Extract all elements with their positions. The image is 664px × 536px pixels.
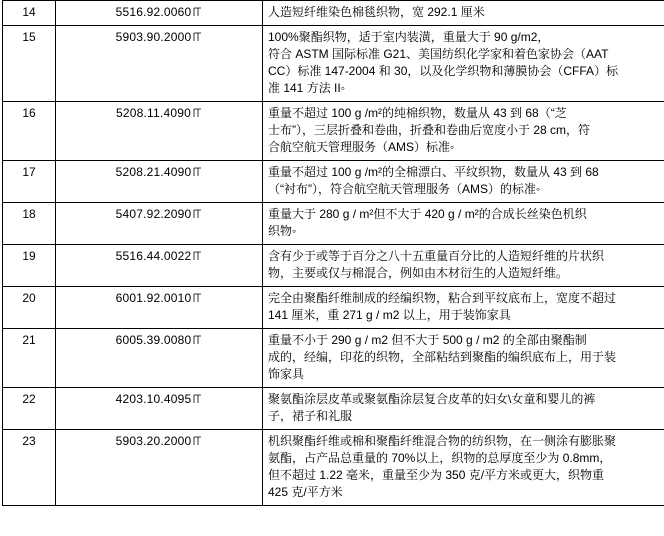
row-number-cell — [3, 1, 56, 26]
description-cell — [263, 1, 664, 26]
row-number: 22 — [22, 392, 36, 406]
row-number: 16 — [22, 106, 36, 120]
description-line: 子，裙子和礼服 — [268, 409, 353, 423]
row-number: 17 — [22, 165, 36, 179]
paragraph-mark-icon — [193, 335, 202, 345]
row-number-cell — [3, 287, 56, 329]
description-line: 141 厘米，重 271 g / m2 以上，用于装饰家具 — [268, 308, 511, 322]
paragraph-mark-icon — [193, 7, 202, 17]
description-line: 机织聚酯纤维或棉和聚酯纤维混合物的纺织物，在一侧涂有膨胀聚 — [268, 434, 617, 448]
row-number: 18 — [22, 207, 36, 221]
table-row — [3, 1, 664, 26]
description-cell — [263, 161, 664, 203]
row-number-cell — [3, 329, 56, 388]
table-row — [3, 26, 664, 102]
description-line: 物，主要或仅与棉混合，例如由木材衍生的人造短纤维。 — [268, 266, 569, 280]
description-line: （“衬布”），符合航空航天管理服务（AMS）的标准◦ — [268, 182, 541, 196]
hts-code-cell — [56, 102, 263, 161]
description-line: 但不超过 1.22 毫米，重量至少为 350 克/平方米或更大，织物重 — [268, 468, 605, 482]
row-number-cell — [3, 26, 56, 102]
hts-code: 5903.90.2000 — [115, 30, 192, 44]
description-line: 完全由聚酯纤维制成的经编织物，粘合到平纹底布上，宽度不超过 — [268, 291, 617, 305]
description-line: 含有少于或等于百分之八十五重量百分比的人造短纤维的片状织 — [268, 249, 605, 263]
row-number-cell — [3, 203, 56, 245]
hts-code: 5903.20.2000 — [115, 434, 192, 448]
hts-code-cell — [56, 203, 263, 245]
table-row — [3, 245, 664, 287]
hts-code-cell — [56, 26, 263, 102]
table-row — [3, 203, 664, 245]
row-number-cell — [3, 161, 56, 203]
description-cell — [263, 329, 664, 388]
description-line: 重量大于 280 g / m²但不大于 420 g / m²的合成长丝染色机织 — [268, 207, 587, 221]
description-line: 氨酯，占产品总重量的 70%以上，织物的总厚度至少为 0.8mm， — [268, 451, 612, 465]
paragraph-mark-icon — [193, 293, 202, 303]
description-cell — [263, 102, 664, 161]
paragraph-mark-icon — [193, 108, 202, 118]
hts-code-cell — [56, 388, 263, 430]
table-row — [3, 329, 664, 388]
tariff-table — [2, 0, 664, 506]
description-line: 士布”），三层折叠和卷曲，折叠和卷曲后宽度小于 28 cm，符 — [268, 123, 591, 137]
hts-code: 4203.10.4095 — [115, 392, 192, 406]
description-cell — [263, 26, 664, 102]
description-line: 100%聚酯织物，适于室内装潢，重量大于 90 g/m2， — [268, 30, 550, 44]
description-cell — [263, 245, 664, 287]
description-cell — [263, 388, 664, 430]
table-row — [3, 102, 664, 161]
hts-code: 5516.44.0022 — [115, 249, 192, 263]
description-line: 成的，经编，印花的织物，全部粘结到聚酯的编织底布上，用于装 — [268, 350, 617, 364]
description-line: 重量不小于 290 g / m2 但不大于 500 g / m2 的全部由聚酯制 — [268, 333, 587, 347]
description-line: CC）标准 147-2004 和 30，以及化学织物和薄膜协会（CFFA）标 — [268, 64, 619, 78]
hts-code-cell — [56, 1, 263, 26]
table-row — [3, 430, 664, 506]
description-cell — [263, 287, 664, 329]
hts-code: 5208.11.4090 — [116, 106, 191, 120]
description-line: 425 克/平方米 — [268, 485, 343, 499]
description-line: 重量不超过 100 g /m²的全棉漂白、平纹织物，数量从 43 到 68 — [268, 165, 599, 179]
hts-code-cell — [56, 161, 263, 203]
hts-code: 5208.21.4090 — [115, 165, 192, 179]
description-line: 合航空航天管理服务（AMS）标准◦ — [268, 140, 455, 154]
row-number: 21 — [22, 333, 36, 347]
row-number-cell — [3, 388, 56, 430]
hts-code-cell — [56, 329, 263, 388]
description-cell — [263, 430, 664, 506]
hts-code: 5516.92.0060 — [115, 5, 192, 19]
row-number: 19 — [22, 249, 36, 263]
row-number: 15 — [22, 30, 36, 44]
row-number: 23 — [22, 434, 36, 448]
description-line: 符合 ASTM 国际标准 G21、美国纺织化学家和着色家协会（AAT — [268, 47, 609, 61]
description-line: 准 141 方法 II◦ — [268, 81, 345, 95]
row-number: 20 — [22, 291, 36, 305]
hts-code-cell — [56, 287, 263, 329]
description-line: 饰家具 — [268, 367, 305, 381]
hts-code-cell — [56, 430, 263, 506]
row-number-cell — [3, 245, 56, 287]
row-number: 14 — [22, 5, 36, 19]
row-number-cell — [3, 102, 56, 161]
paragraph-mark-icon — [193, 209, 202, 219]
hts-code: 6005.39.0080 — [115, 333, 192, 347]
table-row — [3, 287, 664, 329]
description-line: 重量不超过 100 g /m²的纯棉织物，数量从 43 到 68（“芝 — [268, 106, 567, 120]
hts-code-cell — [56, 245, 263, 287]
description-line: 聚氨酯涂层皮革或聚氨酯涂层复合皮革的妇女\女童和婴儿的裤 — [268, 392, 596, 406]
paragraph-mark-icon — [193, 32, 202, 42]
hts-code: 6001.92.0010 — [115, 291, 192, 305]
hts-code: 5407.92.2090 — [115, 207, 192, 221]
paragraph-mark-icon — [193, 436, 202, 446]
table-row — [3, 161, 664, 203]
paragraph-mark-icon — [193, 251, 202, 261]
table-row — [3, 388, 664, 430]
row-number-cell — [3, 430, 56, 506]
paragraph-mark-icon — [193, 167, 202, 177]
paragraph-mark-icon — [193, 394, 202, 404]
description-line: 织物◦ — [268, 224, 297, 238]
description-line: 人造短纤维染色棉毯织物，宽 292.1 厘米 — [268, 5, 485, 19]
description-cell — [263, 203, 664, 245]
tariff-table-body — [3, 1, 664, 506]
